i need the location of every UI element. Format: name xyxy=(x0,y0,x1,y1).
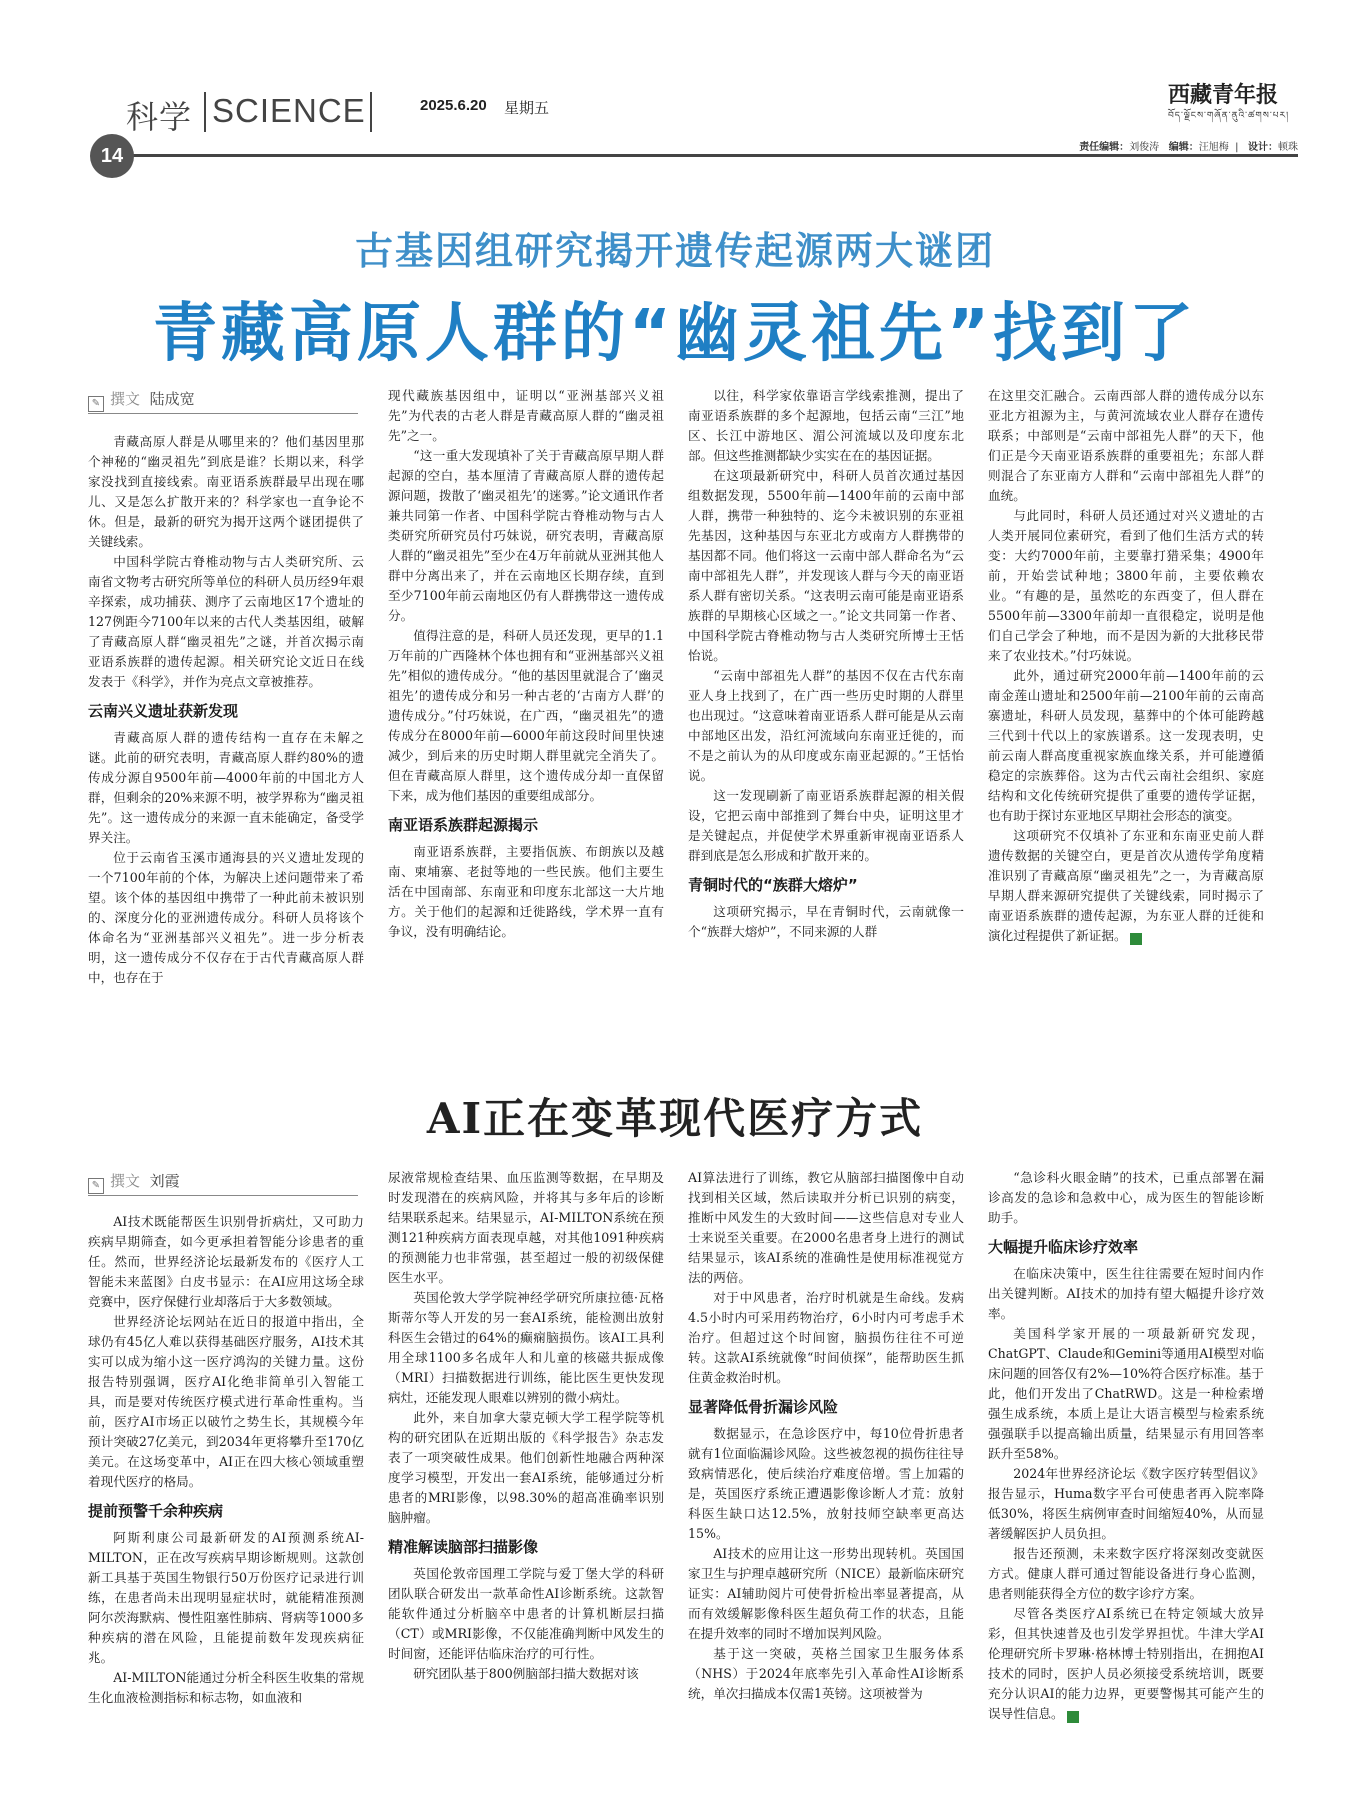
article1-kicker: 古基因组研究揭开遗传起源两大谜团 xyxy=(354,228,995,273)
section-divider xyxy=(204,92,206,132)
pen-icon: ✎ xyxy=(88,1178,104,1194)
header-rule xyxy=(124,154,1298,157)
end-mark-icon: 青 xyxy=(1130,933,1142,945)
article1-column-2: 现代藏族基因组中，证明以“亚洲基部兴义祖先”为代表的古老人群是青藏高原人群的“幽灵祖先”之一。 “这一重大发现填补了关于青藏高原早期人群起源的空白，基本厘清了青藏高原人群的遗传起源问题，拨散了‘幽灵祖先’的迷雾。”论文通讯作者兼共同第一作者、中国科学院古脊椎动物与古人类研究所研究员付巧妹说，研究表明，青藏高原人群的“幽灵祖先”至少在4万年前就从亚洲其他人群中分离出来了，并在云南地区长期存续，直到至少7100年前云南地区仍有人群携带这一遗传成分。 值得注意的是，科研人员还发现，更早的1.1万年前的广西隆林个体也拥有和“亚洲基部兴义祖先”相似的遗传成分。“他的基因里就混合了‘幽灵祖先’的遗传成分和另一种古老的‘古南方人群’的遗传成分。”付巧妹说，在广西，“幽灵祖先”的遗传成分在8000年前—6000年前这段时间里快速减少，到后来的历史时期人群里就完全消失了。但在青藏高原人群里，这个遗传成分却一直保留下来，成为他们基因的重要组成部分。 南亚语系族群起源揭示 南亚语系族群，主要指佤族、布朗族以及越南、柬埔寨、老挝等地的一些民族。他们主要生活在中国南部、东南亚和印度东北部这一大片地方。关于他们的起源和迁徙路线，学术界一直有争议，没有明确结论。 xyxy=(388,388,664,939)
article1-column-3: 以往，科学家依靠语言学线索推测，提出了南亚语系族群的多个起源地，包括云南“三江”地区、长江中游地区、湄公河流域以及印度东北部。但这些推测都缺少实实在在的基因证据。 在这项最新研究中，科研人员首次通过基因组数据发现，5500年前—1400年前的云南中部人群，携带一种独特的、迄今未被识别的东亚祖先基因，这种基因与东亚北方或南方人群携带的基因都不同。他们将这一云南中部人群命名为“云南中部祖先人群”，并发现该人群与今天的南亚语系人群有密切关系。“这表明云南可能是南亚语系族群的早期核心区域之一。”论文共同第一作者、中国科学院古脊椎动物与古人类研究所博士王恬怡说。 “云南中部祖先人群”的基因不仅在古代东南亚人身上找到了，在广西一些历史时期的人群里也出现过。“这意味着南亚语系人群可能是从云南中部地区出发，沿红河流域向东南亚迁徙的，而不是之前认为的从印度或东南亚起源的。”王恬怡说。 这一发现刷新了南亚语系族群起源的相关假设，它把云南中部推到了舞台中央，证明这里才是关键起点，并促使学术界重新审视南亚语系人群到底是怎么形成和扩散开来的。 青铜时代的“族群大熔炉” 这项研究揭示，早在青铜时代，云南就像一个“族群大熔炉”，不同来源的人群 xyxy=(688,388,964,939)
paper-logo: 西藏青年报 xyxy=(1168,82,1279,108)
issue-weekday: 星期五 xyxy=(504,99,550,117)
byline-rule xyxy=(88,413,358,414)
byline-rule xyxy=(88,1195,358,1196)
subheading: 精准解读脑部扫描影像 xyxy=(388,1538,539,1556)
section-name-en: SCIENCE xyxy=(212,92,366,129)
article2-headline: AI正在变革现代医疗方式 xyxy=(426,1094,924,1143)
subheading: 大幅提升临床诊疗效率 xyxy=(988,1238,1139,1256)
section-name-cn: 科学 xyxy=(126,98,193,136)
subheading: 云南兴义遗址获新发现 xyxy=(88,702,239,720)
paper-logo-tibetan: བོད་ལྗོངས་གཞོན་ནུའི་ཚགས་པར། xyxy=(1168,111,1290,121)
article1-column-1: 青藏高原人群是从哪里来的？他们基因里那个神秘的“幽灵祖先”到底是谁？长期以来，科学家没找到直接线索。南亚语系族群最早出现在哪儿、又是怎么扩散开来的？科学家也一直争论不休。但是，最新的研究为揭开这两个谜团提供了关键线索。 中国科学院古脊椎动物与古人类研究所、云南省文物考古研究所等单位的科研人员历经9年艰辛探索，成功捕获、测序了云南地区17个遗址的127例距今7100年以来的古代人类基因组，破解了青藏高原人群“幽灵祖先”之谜，并首次揭示南亚语系族群的遗传起源。相关研究论文近日在线发表于《科学》，并作为亮点文章被推荐。 云南兴义遗址获新发现 青藏高原人群的遗传结构一直存在未解之谜。此前的研究表明，青藏高原人群约80%的遗传成分源自9500年前—4000年前的中国北方人群，但剩余的20%来源不明，被学界称为“幽灵祖先”。这一遗传成分的来源一直未能确定，备受学界关注。 位于云南省玉溪市通海县的兴义遗址发现的一个7100年前的个体，为解决上述问题带来了希望。该个体的基因组中携带了一种此前未被识别的、深度分化的亚洲遗传成分。科研人员将该个体命名为“亚洲基部兴义祖先”。进一步分析表明，这一遗传成分不仅存在于古代青藏高原人群中，也存在于 xyxy=(88,434,364,985)
article1-column-4: 在这里交汇融合。云南西部人群的遗传成分以东亚北方祖源为主，与黄河流域农业人群存在遗传联系；中部则是“云南中部祖先人群”的天下，他们正是今天南亚语系族群的重要祖先；东部人群则混合了东亚南方人群和“云南中部祖先人群”的血统。 与此同时，科研人员还通过对兴义遗址的古人类开展同位素研究，看到了他们生活方式的转变：大约7000年前，主要靠打猎采集；4900年前，开始尝试种地；3800年前，主要依赖农业。“有趣的是，虽然吃的东西变了，但人群在5500年前—3300年前却一直很稳定，说明是他们自己学会了种地，而不是因为新的大批移民带来了农业技术。”付巧妹说。 此外，通过研究2000年前—1400年前的云南金莲山遗址和2500年前—2100年前的云南高寨遗址，科研人员发现，墓葬中的个体可能跨越三代到十代以上的家族谱系。这一发现表明，史前云南人群高度重视家族血缘关系，并可能遵循稳定的宗族葬俗。这为古代云南社会组织、家庭结构和文化传统研究提供了重要的遗传学证据，也有助于探讨东亚地区早期社会形态的演变。 这项研究不仅填补了东亚和东南亚史前人群遗传数据的关键空白，更是首次从遗传学角度精准识别了青藏高原“幽灵祖先”之一，为青藏高原早期人群来源研究提供了关键线索，同时揭示了南亚语系族群的遗传起源，为东亚人群的迁徙和演化过程提供了新证据。 青 xyxy=(988,388,1264,943)
article1-byline: ✎ 撰文 陆成宽 xyxy=(88,388,195,412)
article2-column-1: AI技术既能帮医生识别骨折病灶，又可助力疾病早期筛查，如今更承担着智能分诊患者的重任。然而，世界经济论坛最新发布的《医疗人工智能未来蓝图》白皮书显示：在AI应用这场全球竞赛中，医疗保健行业却落后于大多数领域。 世界经济论坛网站在近日的报道中指出，全球仍有45亿人难以获得基础医疗服务，AI技术其实可以成为缩小这一医疗鸿沟的关键力量。这份报告特别强调，医疗AI化绝非简单引入智能工具，而是要对传统医疗模式进行革命性重构。当前，医疗AI市场正以破竹之势生长，其规模今年预计突破27亿美元，到2034年更将攀升至170亿美元。在这场变革中，AI正在四大核心领域重塑着现代医疗的格局。 提前预警千余种疾病 阿斯利康公司最新研发的AI预测系统AI-MILTON，正在改写疾病早期诊断规则。这款创新工具基于英国生物银行50万份医疗记录进行训练，在患者尚未出现明显症状时，就能精准预测阿尔茨海默病、慢性阻塞性肺病、肾病等1000多种疾病的潜在风险，且能提前数年发现疾病征兆。 AI-MILTON能通过分析全科医生收集的常规生化血液检测指标和标志物，如血液和 xyxy=(88,1214,364,1705)
end-mark-icon: 青 xyxy=(1067,1711,1079,1723)
editor-credits: 责任编辑：刘俊涛 编辑：汪旭梅 | 设计：顿珠 xyxy=(1079,142,1298,153)
article1-headline: 青藏高原人群的“幽灵祖先”找到了 xyxy=(152,297,1198,371)
section-divider xyxy=(370,92,372,132)
subheading: 青铜时代的“族群大熔炉” xyxy=(688,876,858,894)
author-name: 刘霞 xyxy=(149,1172,180,1190)
article2-byline: ✎ 撰文 刘霞 xyxy=(88,1170,180,1194)
article2-column-3: AI算法进行了训练，教它从脑部扫描图像中自动找到相关区域，然后读取并分析已识别的病变，推断中风发生的大致时间——这些信息对专业人士来说至关重要。在2000名患者身上进行的测试结果显示，该AI系统的准确性是使用标准视觉方法的两倍。 对于中风患者，治疗时机就是生命线。发病4.5小时内可采用药物治疗，6小时内可考虑手术治疗。但超过这个时间窗，脑损伤往往不可逆转。这款AI系统就像“时间侦探”，能帮助医生抓住黄金救治时机。 显著降低骨折漏诊风险 数据显示，在急诊医疗中，每10位骨折患者就有1位面临漏诊风险。这些被忽视的损伤往往导致病情恶化，使后续治疗难度倍增。雪上加霜的是，英国医疗系统正遭遇影像诊断人才荒：放射科医生缺口达12.5%，放射技师空缺率更高达15%。 AI技术的应用让这一形势出现转机。英国国家卫生与护理卓越研究所（NICE）最新临床研究证实：AI辅助阅片可使骨折检出率显著提高，从而有效缓解影像科医生超负荷工作的状态，且能在提升效率的同时不增加误判风险。 基于这一突破，英格兰国家卫生服务体系（NHS）于2024年底率先引入革命性AI诊断系统，单次扫描成本仅需1英镑。这项被誉为 xyxy=(688,1170,964,1701)
page-number: 14 xyxy=(90,134,134,178)
author-name: 陆成宽 xyxy=(149,390,195,408)
pen-icon: ✎ xyxy=(88,396,104,412)
subheading: 显著降低骨折漏诊风险 xyxy=(688,1398,839,1416)
subheading: 提前预警千余种疾病 xyxy=(88,1502,224,1520)
article2-column-4: “急诊科火眼金睛”的技术，已重点部署在漏诊高发的急诊和急救中心，成为医生的智能诊断助手。 大幅提升临床诊疗效率 在临床决策中，医生往往需要在短时间内作出关键判断。AI技术的加持有望大幅提升诊疗效率。 美国科学家开展的一项最新研究发现，ChatGPT、Claude和Gemini等通用AI模型对临床问题的回答仅有2%—10%符合医疗标准。基于此，他们开发出了ChatRWD。这是一种检索增强生成系统，本质上是让大语言模型与检索系统强强联手以提高输出质量，结果显示有用回答率跃升至58%。 2024年世界经济论坛《数字医疗转型倡议》报告显示，Huma数字平台可使患者再入院率降低30%，将医生病例审查时间缩短40%，从而显著缓解医护人员负担。 报告还预测，未来数字医疗将深刻改变就医方式。健康人群可通过智能设备进行身心监测，患者则能获得全方位的数字诊疗方案。 尽管各类医疗AI系统已在特定领域大放异彩，但其快速普及也引发学界担忧。牛津大学AI伦理研究所卡罗琳·格林博士特别指出，在拥抱AI技术的同时，医护人员必须接受系统培训，既要充分认识AI的能力边界，更要警惕其可能产生的误导性信息。 青 xyxy=(988,1170,1264,1721)
issue-date: 2025.6.20 xyxy=(420,97,487,114)
subheading: 南亚语系族群起源揭示 xyxy=(388,816,539,834)
article2-column-2: 尿液常规检查结果、血压监测等数据，在早期及时发现潜在的疾病风险，并将其与多年后的诊断结果联系起来。结果显示，AI-MILTON系统在预测121种疾病方面表现卓越，对其他1091种疾病的预测能力也非常强，甚至超过一般的初级保健医生水平。 英国伦敦大学学院神经学研究所康拉德·瓦格斯蒂尔等人开发的另一套AI系统，能检测出放射科医生会错过的64%的癫痫脑损伤。该AI工具利用全球1100多名成年人和儿童的核磁共振成像（MRI）扫描数据进行训练，能比医生更快发现病灶，还能发现人眼难以辨别的微小病灶。 此外，来自加拿大蒙克顿大学工程学院等机构的研究团队在近期出版的《科学报告》杂志发表了一项突破性成果。他们创新性地融合两种深度学习模型，开发出一套AI系统，能够通过分析患者的MRI影像，以98.30%的超高准确率识别脑肿瘤。 精准解读脑部扫描影像 英国伦敦帝国理工学院与爱丁堡大学的科研团队联合研发出一款革命性AI诊断系统。这款智能软件通过分析脑卒中患者的计算机断层扫描（CT）或MRI影像，不仅能准确判断中风发生的时间窗，还能评估临床治疗的可行性。 研究团队基于800例脑部扫描大数据对该 xyxy=(388,1170,664,1681)
